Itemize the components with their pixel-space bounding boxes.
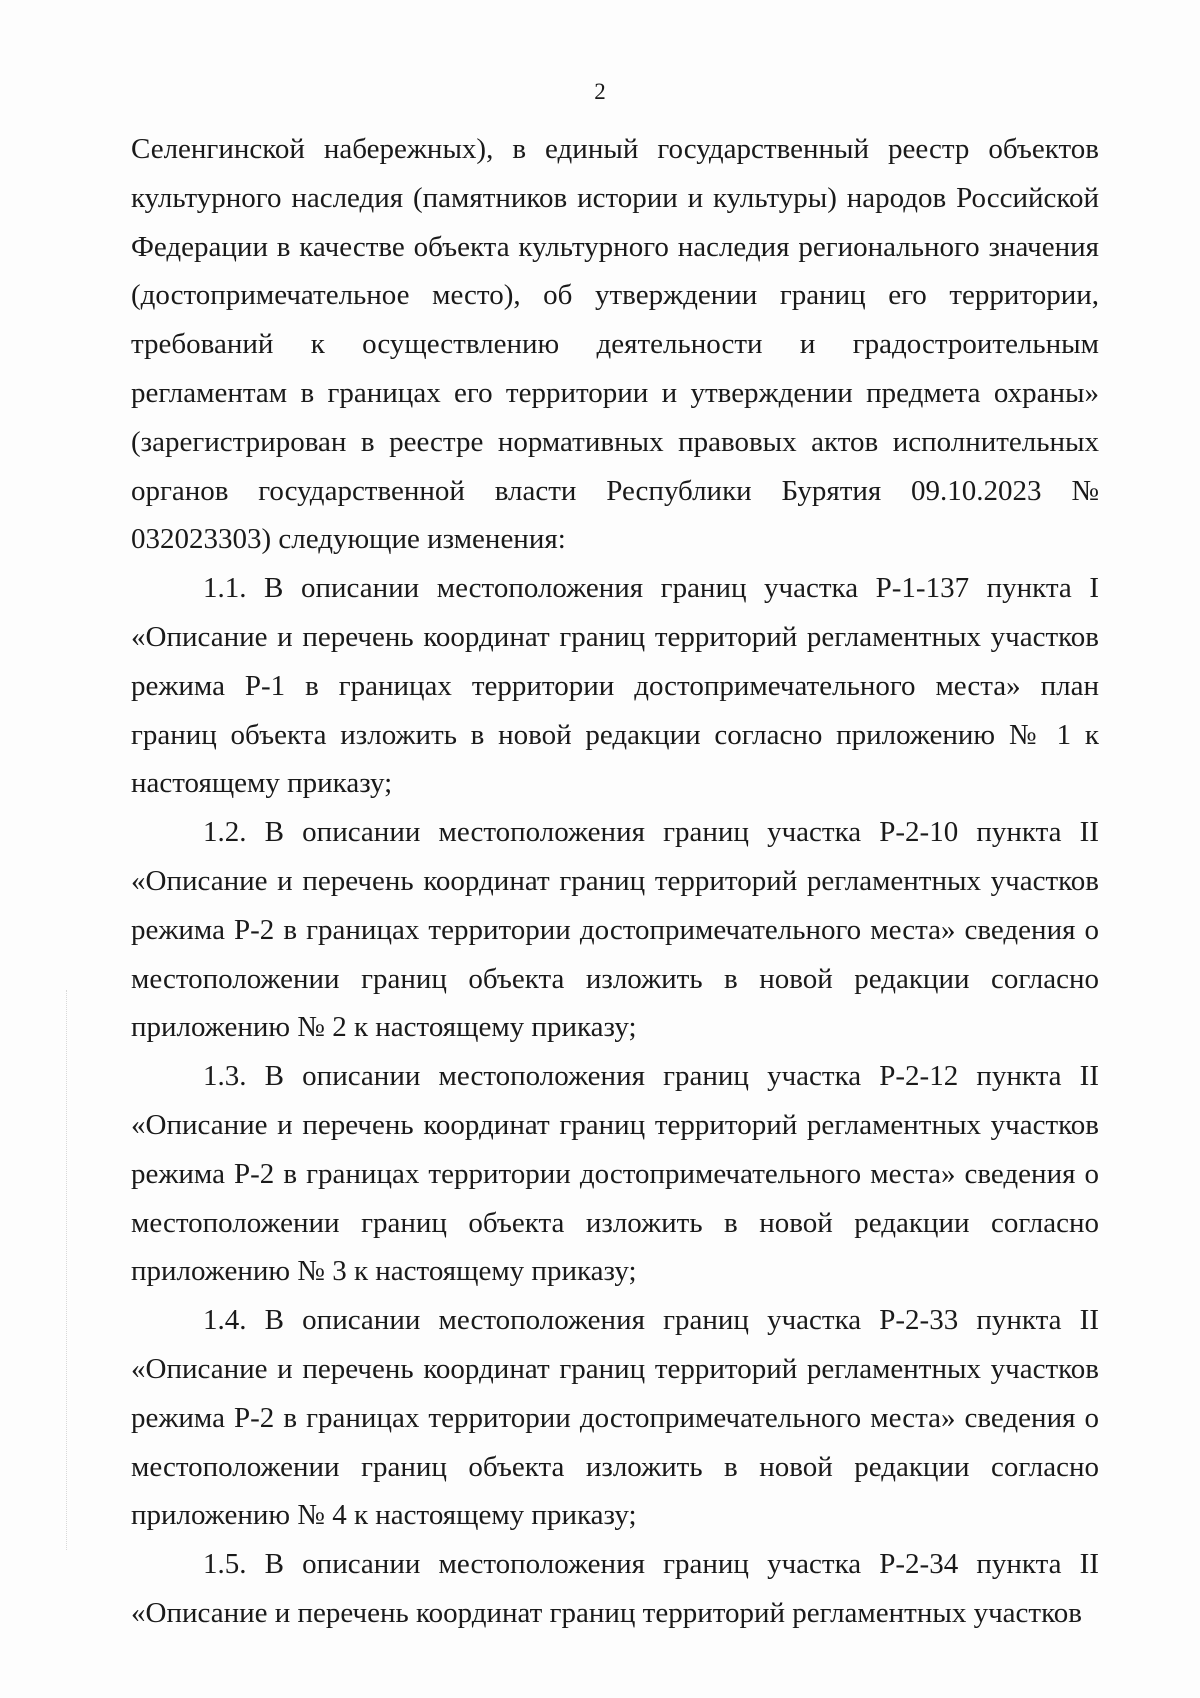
document-body [131, 125, 1099, 1638]
page-number: 2 [594, 79, 606, 104]
paragraph-item-1-5: 1.5. В описании местоположения границ участка Р-2-34 пункта II «Описание и перечень координат границ территорий регламентных участков [131, 1548, 1099, 1629]
paragraph-item-1-2: 1.2. В описании местоположения границ участка Р-2-10 пункта II «Описание и перечень координат границ территорий регламентных участков режима Р-2 в границах территории достопримечательного места» сведения о местоположении границ объекта изложить в новой редакции согласно приложению № 2 к настоящему приказу; [131, 816, 1099, 1044]
paragraph-item-1-4: 1.4. В описании местоположения границ участка Р-2-33 пункта II «Описание и перечень координат границ территорий регламентных участков режима Р-2 в границах территории достопримечательного места» сведения о местоположении границ объекта изложить в новой редакции согласно приложению № 4 к настоящему приказу; [131, 1304, 1099, 1532]
paragraph-item-1-3: 1.3. В описании местоположения границ участка Р-2-12 пункта II «Описание и перечень координат границ территорий регламентных участков режима Р-2 в границах территории достопримечательного места» сведения о местоположении границ объекта изложить в новой редакции согласно приложению № 3 к настоящему приказу; [131, 1060, 1099, 1288]
paragraph-continuation: Селенгинской набережных), в единый государственный реестр объектов культурного наследия (памятников истории и культуры) народов Российской Федерации в качестве объекта культурного наследия регионального значения (достопримечательное место), об утверждении границ его территории, требований к осуществлению деятельности и градостроительным регламентам в границах его территории и утверждении предмета охраны» (зарегистрирован в реестре нормативных правовых актов исполнительных органов государственной власти Республики Бурятия 09.10.2023 № 032023303) следующие изменения: [131, 133, 1099, 556]
paragraph-item-1-1: 1.1. В описании местоположения границ участка Р-1-137 пункта I «Описание и перечень координат границ территорий регламентных участков режима Р-1 в границах территории достопримечательного места» план границ объекта изложить в новой редакции согласно приложению № 1 к настоящему приказу; [131, 572, 1099, 800]
scan-edge-mark [66, 990, 68, 1550]
